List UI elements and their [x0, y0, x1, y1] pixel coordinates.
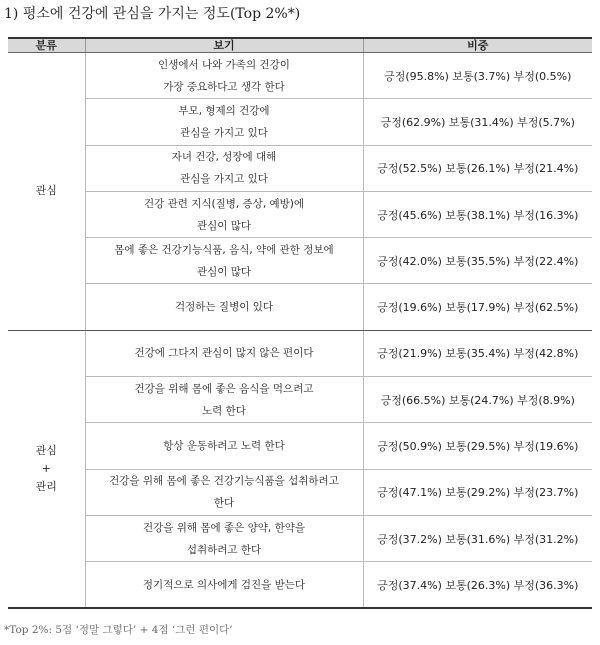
item-line: 건강에 그다지 관심이 많지 않은 편이다 [134, 347, 314, 360]
table-row [8, 53, 592, 99]
item-cell [85, 99, 363, 145]
category-line: 관심 [35, 443, 57, 457]
table-row [8, 330, 592, 376]
item-line: 가장 중요하다고 생각 한다 [163, 80, 285, 93]
ratio-cell: 긍정(50.9%) 보통(29.5%) 부정(19.6%) [363, 423, 592, 469]
ratio-cell: 긍정(37.2%) 보통(31.6%) 부정(31.2%) [363, 515, 592, 561]
ratio-cell: 긍정(37.4%) 보통(26.3%) 부정(36.3%) [363, 562, 592, 608]
item-line: 관심이 많다 [196, 219, 252, 232]
item-cell [85, 238, 363, 284]
table-header-row [8, 38, 592, 53]
ratio-cell: 긍정(21.9%) 보통(35.4%) 부정(42.8%) [363, 330, 592, 376]
category-cell-interest-management [8, 330, 85, 608]
item-cell [85, 515, 363, 561]
category-line: 관리 [35, 479, 57, 493]
ratio-cell: 긍정(95.8%) 보통(3.7%) 부정(0.5%) [363, 53, 592, 99]
header-item: 보기 [85, 38, 363, 53]
item-line: 노력 한다 [202, 404, 246, 417]
item-cell [85, 191, 363, 237]
item-line: 인생에서 나와 가족의 건강이 [158, 58, 290, 71]
item-line: 관심을 가지고 있다 [180, 126, 268, 139]
category-line: + [41, 461, 51, 475]
ratio-cell: 긍정(62.9%) 보통(31.4%) 부정(5.7%) [363, 99, 592, 145]
item-line: 건강을 위해 몸에 좋은 음식을 먹으려고 [134, 382, 314, 395]
page-title: 1) 평소에 건강에 관심을 가지는 정도(Top 2%*) [4, 6, 301, 22]
table-row [8, 145, 592, 191]
ratio-cell: 긍정(19.6%) 보통(17.9%) 부정(62.5%) [363, 284, 592, 330]
survey-table [8, 37, 592, 609]
header-category: 분류 [8, 38, 85, 53]
ratio-cell: 긍정(42.0%) 보통(35.5%) 부정(22.4%) [363, 238, 592, 284]
item-cell [85, 284, 363, 330]
item-line: 몸에 좋은 건강기능식품, 음식, 약에 관한 정보에 [114, 243, 334, 256]
ratio-cell: 긍정(47.1%) 보통(29.2%) 부정(23.7%) [363, 469, 592, 515]
item-cell [85, 562, 363, 608]
header-ratio: 비중 [363, 38, 592, 53]
item-line: 섭취하려고 한다 [186, 543, 262, 556]
item-line: 관심을 가지고 있다 [180, 173, 268, 186]
table-row [8, 238, 592, 284]
table-row [8, 191, 592, 237]
item-line: 건강 관련 지식(질병, 증상, 예방)에 [143, 197, 305, 210]
item-line: 부모, 형제의 건강에 [178, 104, 270, 117]
item-cell [85, 423, 363, 469]
item-cell [85, 53, 363, 99]
item-line: 정기적으로 의사에게 검진을 받는다 [142, 578, 306, 591]
table-row [8, 469, 592, 515]
table-row [8, 284, 592, 330]
item-cell [85, 377, 363, 423]
item-line: 한다 [213, 497, 235, 510]
item-line: 건강을 위해 몸에 좋은 양약, 한약을 [142, 521, 306, 534]
table-row [8, 377, 592, 423]
table-row [8, 515, 592, 561]
item-line: 자녀 건강, 성장에 대해 [171, 151, 277, 164]
item-line: 관심이 많다 [196, 265, 252, 278]
item-cell [85, 469, 363, 515]
table-row [8, 423, 592, 469]
ratio-cell: 긍정(52.5%) 보통(26.1%) 부정(21.4%) [363, 145, 592, 191]
item-line: 건강을 위해 몸에 좋은 건강기능식품을 섭취하려고 [109, 475, 339, 488]
item-cell [85, 330, 363, 376]
item-line: 걱정하는 질병이 있다 [175, 301, 273, 314]
footnote: *Top 2%: 5점 ‘정말 그렇다’ + 4점 ‘그런 편이다’ [4, 624, 233, 636]
ratio-cell: 긍정(66.5%) 보통(24.7%) 부정(8.9%) [363, 377, 592, 423]
table-row [8, 562, 592, 608]
table-row [8, 99, 592, 145]
item-line: 항상 운동하려고 노력 한다 [163, 440, 285, 453]
category-cell-interest: 관심 [8, 53, 85, 331]
item-cell [85, 145, 363, 191]
ratio-cell: 긍정(45.6%) 보통(38.1%) 부정(16.3%) [363, 191, 592, 237]
